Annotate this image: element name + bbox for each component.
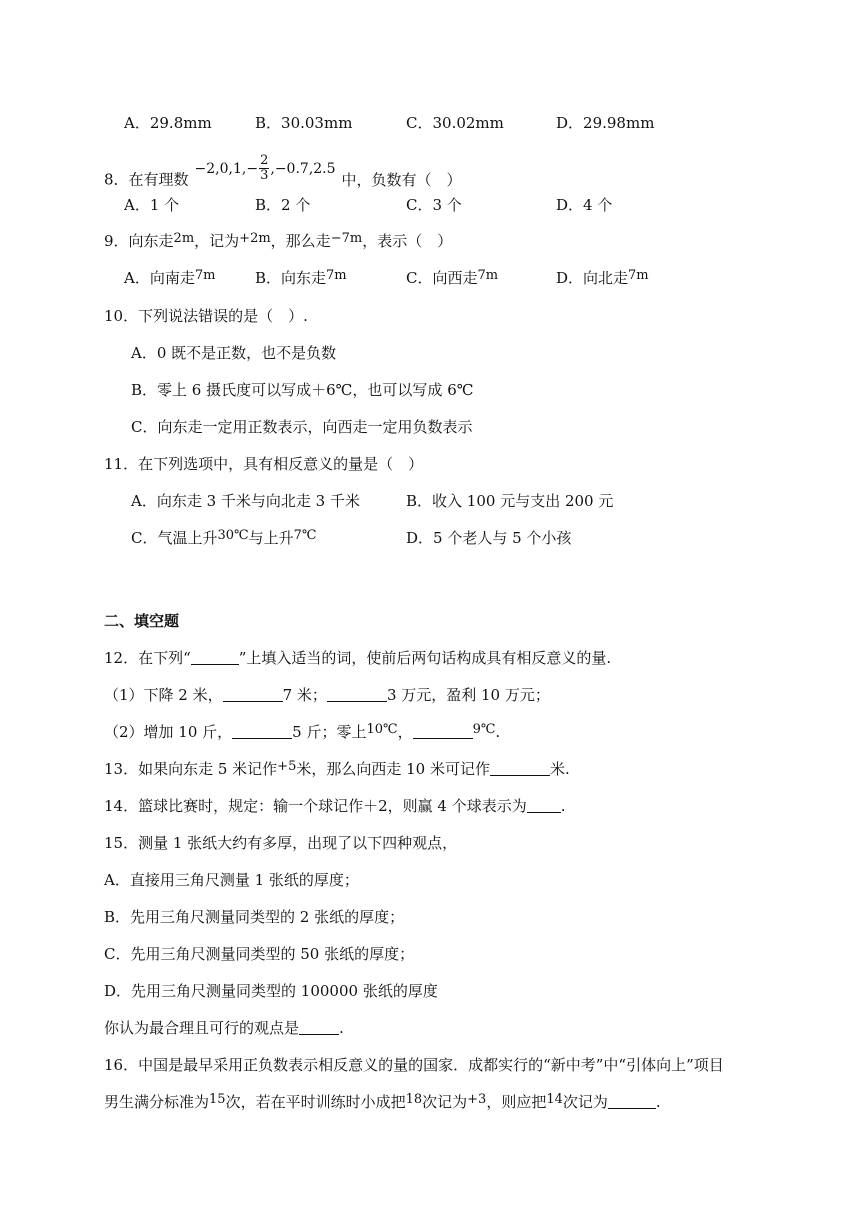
q8-option-a: A．1 个 bbox=[124, 196, 180, 214]
q11-option-b: B．收入 100 元与支出 200 元 bbox=[406, 492, 614, 510]
q7-option-a: A．29.8mm bbox=[124, 114, 212, 132]
q11-stem: 11．在下列选项中，具有相反意义的量是（ ） bbox=[104, 455, 424, 473]
q7-option-d: D．29.98mm bbox=[556, 114, 655, 132]
q10-option-c: C．向东走一定用正数表示，向西走一定用负数表示 bbox=[131, 418, 473, 436]
q8-fraction: $\frac{2}{3}$ bbox=[260, 153, 269, 183]
q13-blank bbox=[490, 761, 550, 776]
q11-option-d: D．5 个老人与 5 个小孩 bbox=[406, 529, 572, 547]
q15-ask: 你认为最合理且可行的观点是 . bbox=[104, 1019, 344, 1037]
q15-blank bbox=[299, 1020, 339, 1035]
q15-option-c: C．先用三角尺测量同类型的 50 张纸的厚度； bbox=[104, 945, 415, 963]
q8-prefix: 8．在有理数 bbox=[104, 170, 189, 189]
q12-line-1: （1）下降 2 米， 7 米； 3 万元，盈利 10 万元； bbox=[104, 686, 550, 704]
q11-option-a: A．向东走 3 千米与向北走 3 千米 bbox=[131, 492, 360, 510]
q15-option-b: B．先用三角尺测量同类型的 2 张纸的厚度； bbox=[104, 908, 405, 926]
q10-option-a: A．0 既不是正数，也不是负数 bbox=[131, 344, 337, 362]
q9-option-c: C．向西走7m bbox=[406, 268, 499, 287]
q15-option-a: A．直接用三角尺测量 1 张纸的厚度； bbox=[104, 871, 359, 889]
q13-stem: 13．如果向东走 5 米记作+5米，那么向西走 10 米可记作 米. bbox=[104, 759, 570, 778]
q12-blank-4 bbox=[413, 724, 473, 739]
q8-suffix: 中，负数有（ ） bbox=[341, 170, 462, 189]
q16-blank bbox=[608, 1094, 656, 1109]
q12-blank-stem bbox=[191, 650, 239, 665]
q12-blank-1 bbox=[223, 687, 283, 702]
q9-option-b: B．向东走7m bbox=[255, 268, 347, 287]
q8-option-b: B．2 个 bbox=[255, 196, 311, 214]
q9-stem: 9．向东走2m，记为+2m，那么走−7m，表示（ ） bbox=[104, 231, 453, 250]
q9-option-a: A．向南走7m bbox=[124, 268, 216, 287]
q8-number-set: −2,0,1,− $\frac{2}{3}$ ,−0.7,2.5 bbox=[194, 153, 336, 183]
q12-stem: 12．在下列“ ”上填入适当的词，使前后两句话构成具有相反意义的量. bbox=[104, 649, 612, 667]
q11-option-c: C．气温上升30℃与上升7℃ bbox=[131, 528, 317, 547]
q12-blank-2 bbox=[327, 687, 387, 702]
q8-option-c: C．3 个 bbox=[406, 196, 462, 214]
q15-option-d: D．先用三角尺测量同类型的 100000 张纸的厚度 bbox=[104, 982, 438, 1000]
q7-option-c: C．30.02mm bbox=[406, 114, 504, 132]
q8-stem bbox=[104, 153, 462, 195]
q16-line-2: 男生满分标准为15次，若在平时训练时小成把18次记为+3，则应把14次记为 . bbox=[104, 1092, 661, 1111]
q8-option-d: D．4 个 bbox=[556, 196, 613, 214]
q12-blank-3 bbox=[232, 724, 292, 739]
q10-option-b: B．零上 6 摄氏度可以写成＋6℃，也可以写成 6℃ bbox=[131, 381, 474, 399]
q15-stem: 15．测量 1 张纸大约有多厚，出现了以下四种观点， bbox=[104, 834, 458, 852]
q10-stem: 10．下列说法错误的是（ ）. bbox=[104, 307, 308, 325]
q9-option-d: D．向北走7m bbox=[556, 268, 649, 287]
q14-blank bbox=[527, 798, 561, 813]
q7-option-b: B．30.03mm bbox=[255, 114, 353, 132]
q14-stem: 14．篮球比赛时，规定：输一个球记作＋2，则赢 4 个球表示为 . bbox=[104, 797, 566, 815]
section-title: 二、填空题 bbox=[104, 612, 180, 630]
q16-line-1: 16．中国是最早采用正负数表示相反意义的量的国家．成都实行的“新中考”中“引体向上”项目 bbox=[104, 1056, 724, 1074]
q12-line-2: （2）增加 10 斤， 5 斤；零上10℃， 9℃. bbox=[104, 722, 501, 741]
